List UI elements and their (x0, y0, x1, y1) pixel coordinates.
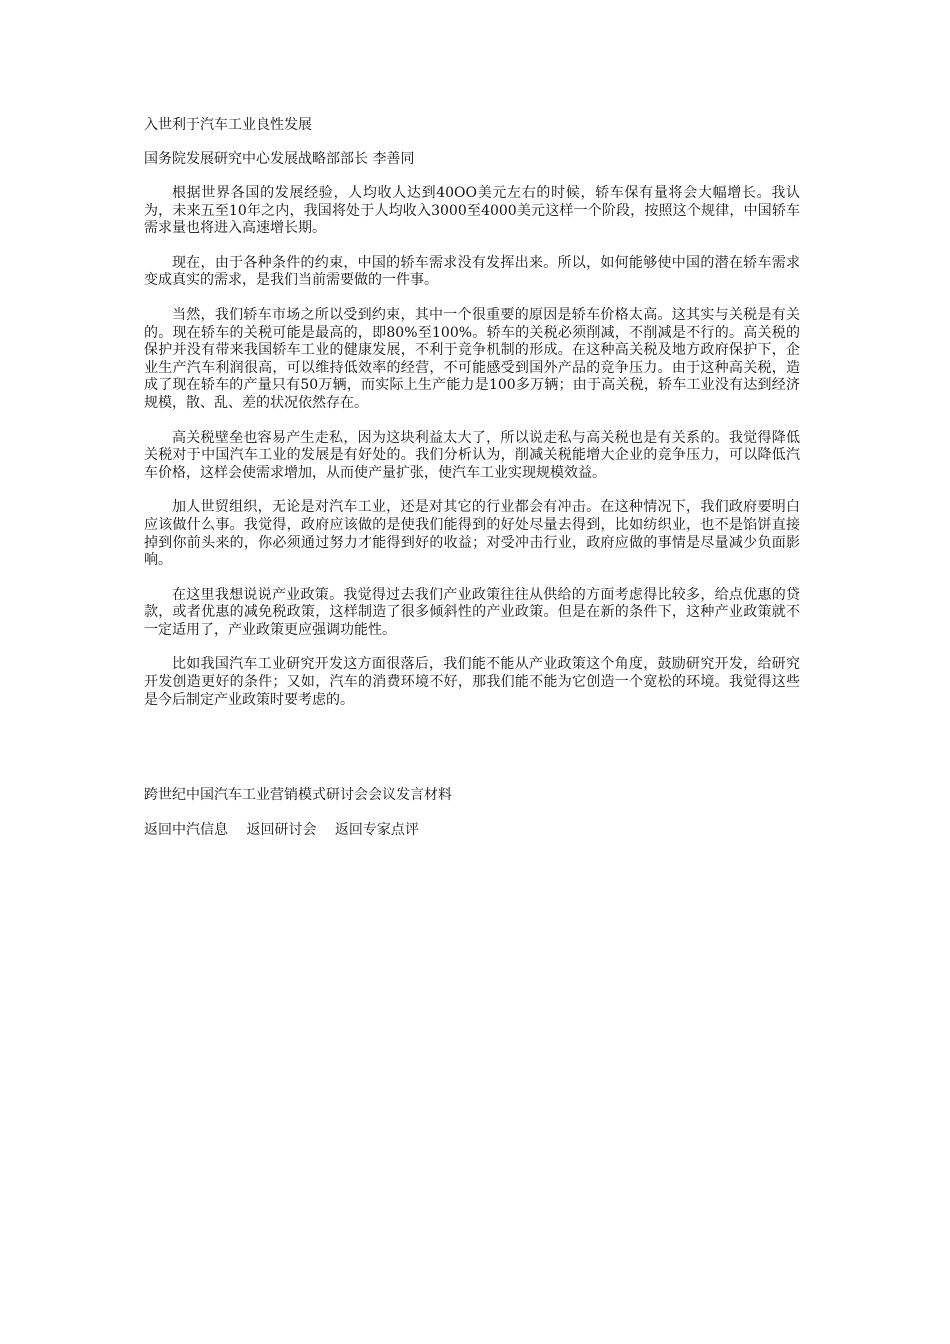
back-to-news-link[interactable]: 返回中汽信息 (144, 822, 228, 839)
footer-links (144, 821, 800, 839)
article-title: 入世利于汽车工业良性发展 (144, 117, 312, 133)
back-to-seminar-link[interactable]: 返回研讨会 (246, 822, 317, 839)
paragraph-7: 比如我国汽车工业研究开发这方面很落后，我们能不能从产业政策这个角度，鼓励研究开发，给研究开发创造更好的条件；又如，汽车的消费环境不好，那我们能不能为它创造一个宽松的环境。我觉得这些是今后制定产业政策时要考虑的。 (144, 656, 800, 708)
source-note: 跨世纪中国汽车工业营销模式研讨会会议发言材料 (144, 787, 452, 804)
document-body (144, 116, 800, 839)
section-spacer (144, 726, 800, 786)
paragraph-6: 在这里我想说说产业政策。我觉得过去我们产业政策往往从供给的方面考虑得比较多，给点优惠的贷款，或者优惠的减免税政策，这样制造了很多倾斜性的产业政策。但是在新的条件下，这种产业政策就不一定适用了，产业政策更应强调功能性。 (144, 586, 800, 638)
paragraph-4: 高关税壁垒也容易产生走私，因为这块利益太大了，所以说走私与高关税也是有关系的。我觉得降低关税对于中国汽车工业的发展是有好处的。我们分析认为，削减关税能增大企业的竞争压力，可以降低汽车价格，这样会使需求增加，从而使产量扩张，使汽车工业实现规模效益。 (144, 429, 800, 481)
paragraph-2: 现在，由于各种条件的约束，中国的轿车需求没有发挥出来。所以，如何能够使中国的潜在轿车需求变成真实的需求，是我们当前需要做的一件事。 (144, 254, 800, 289)
paragraph-1: 根据世界各国的发展经验，人均收人达到40OO美元左右的时候，轿车保有量将会大幅增长。我认为，未来五至10年之内，我国将处于人均收入3000至4000美元这样一个阶段，按照这个规律，中国轿车需求量也将进入高速增长期。 (144, 185, 800, 237)
back-to-expert-review-link[interactable]: 返回专家点评 (334, 822, 419, 839)
paragraph-3: 当然，我们轿车市场之所以受到约束，其中一个很重要的原因是轿车价格太高。这其实与关税是有关的。现在轿车的关税可能是最高的，即80%至100%。轿车的关税必须削减，不削减是不行的。高关税的保护并没有带来我国轿车工业的健康发展，不利于竞争机制的形成。在这种高关税及地方政府保护下，企业生产汽车利润很高，可以维持低效率的经营，不可能感受到国外产品的竞争压力。由于这种高关税，造成了现在轿车的产量只有50万辆，而实际上生产能力是100多万辆；由于高关税，轿车工业没有达到经济规模，散、乱、差的状况依然存在。 (144, 306, 800, 411)
article-byline: 国务院发展研究中心发展战略部部长 李善同 (144, 151, 415, 167)
paragraph-5: 加人世贸组织，无论是对汽车工业，还是对其它的行业都会有冲击。在这种情况下，我们政府要明白应该做什么事。我觉得，政府应该做的是使我们能得到的好处尽量去得到，比如纺织业，也不是馅饼直接掉到你前头来的，你必须通过努力才能得到好的收益；对受冲击行业，政府应做的事情是尽量减少负面影响。 (144, 499, 800, 569)
